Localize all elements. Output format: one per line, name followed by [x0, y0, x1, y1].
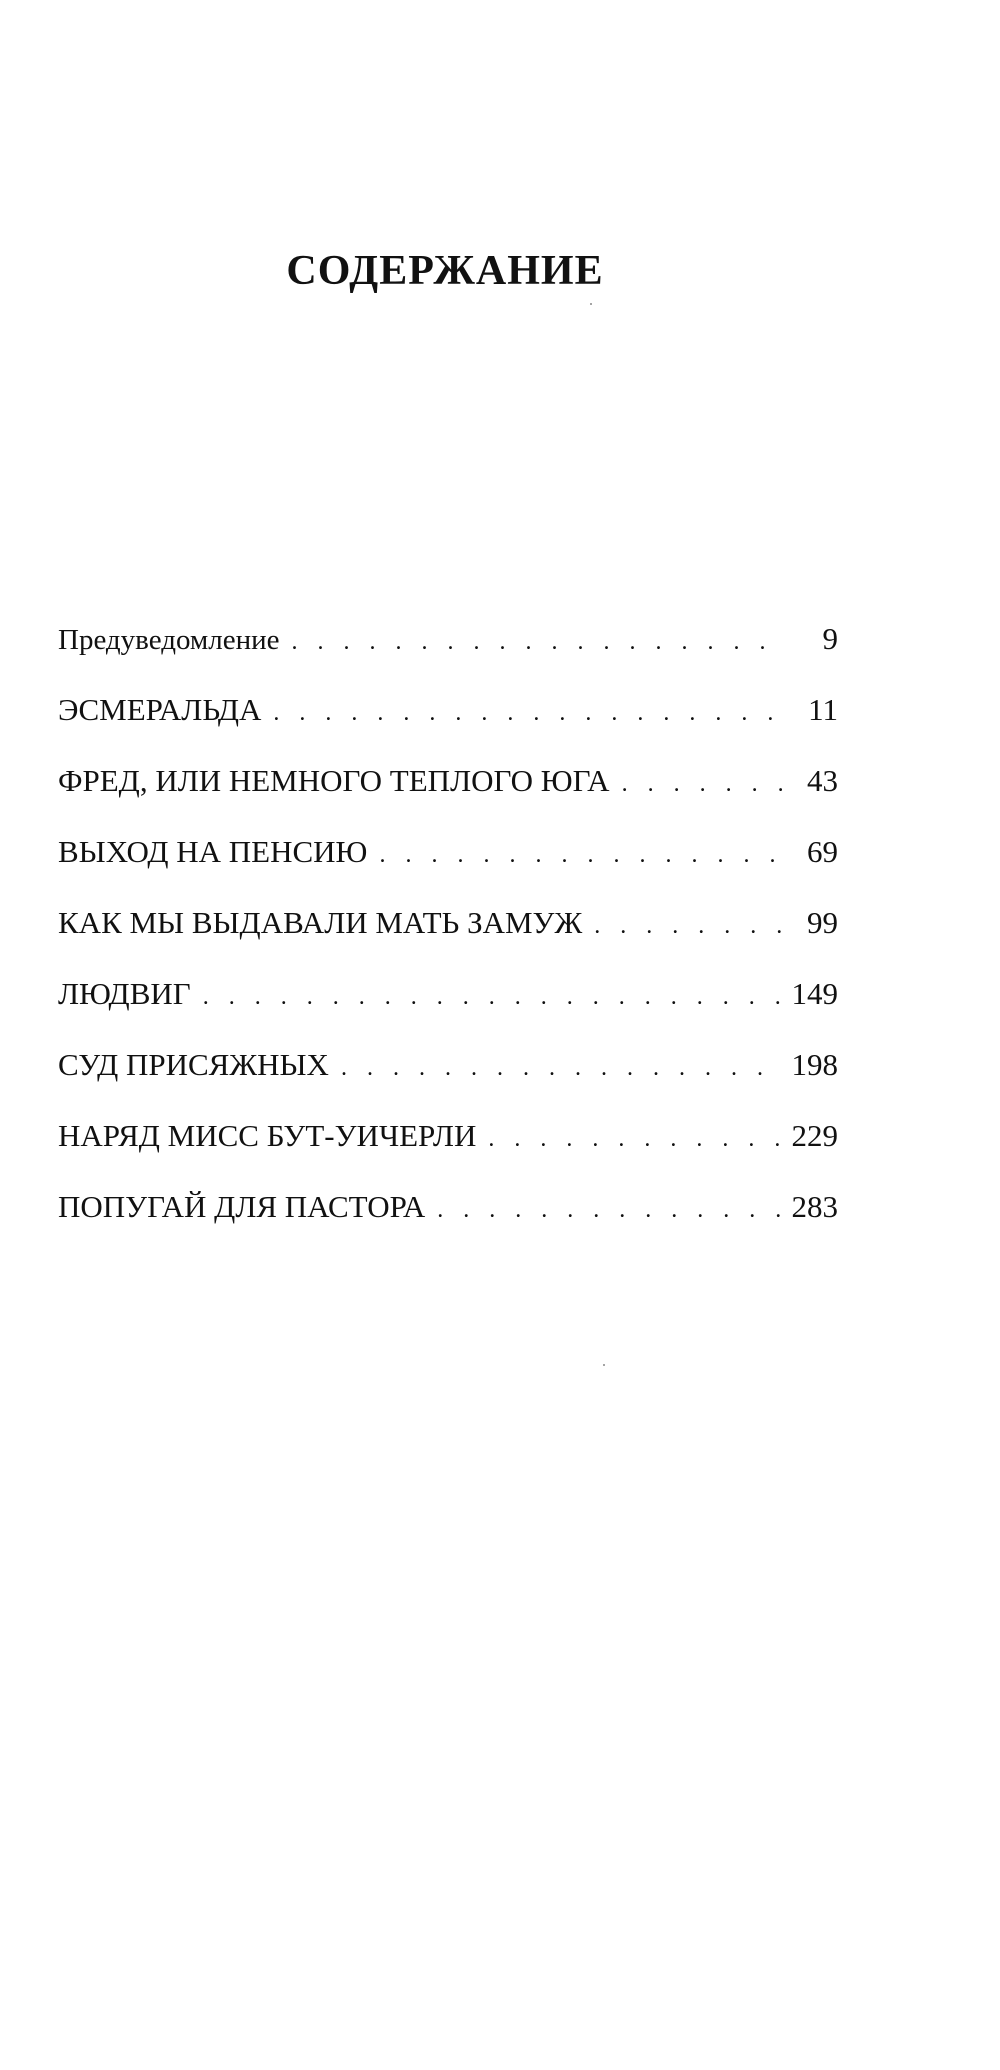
- toc-page-number: 229: [791, 1118, 838, 1153]
- toc-page-number: 9: [822, 621, 838, 656]
- dot-leader: [292, 628, 782, 657]
- toc-entry: [58, 1117, 838, 1188]
- dot-leader: [203, 983, 782, 1012]
- toc-entry-title: ПОПУГАЙ ДЛЯ ПАСТОРА: [58, 1189, 426, 1224]
- table-of-contents: [58, 620, 838, 1259]
- toc-page-number: 198: [791, 1047, 838, 1082]
- dot-leader: [379, 841, 782, 870]
- dot-leader: [622, 770, 782, 799]
- toc-entry: [58, 1188, 838, 1259]
- toc-entry-title: ЭСМЕРАЛЬДА: [58, 692, 262, 727]
- toc-page-number: 99: [807, 905, 838, 940]
- dot-leader: [488, 1125, 781, 1154]
- dot-leader: [341, 1054, 782, 1083]
- toc-entry: [58, 904, 838, 975]
- toc-entry-title: НАРЯД МИСС БУТ-УИЧЕРЛИ: [58, 1118, 477, 1153]
- dot-leader: [273, 699, 782, 728]
- toc-page-number: 283: [791, 1189, 838, 1224]
- page-title: СОДЕРЖАНИЕ: [286, 248, 604, 295]
- paper-speck: [603, 1364, 605, 1366]
- toc-entry: [58, 762, 838, 833]
- toc-page-number: 149: [791, 976, 838, 1011]
- toc-entry: [58, 1046, 838, 1117]
- toc-entry-title: СУД ПРИСЯЖНЫХ: [58, 1047, 329, 1082]
- toc-entry-title: Предуведомление: [58, 624, 280, 656]
- toc-entry: [58, 620, 838, 691]
- toc-page-number: 43: [807, 763, 838, 798]
- toc-entry-title: ФРЕД, ИЛИ НЕМНОГО ТЕПЛОГО ЮГА: [58, 763, 610, 798]
- toc-entry-title: ВЫХОД НА ПЕНСИЮ: [58, 834, 368, 869]
- dot-leader: [594, 912, 782, 941]
- toc-page-number: 69: [807, 834, 838, 869]
- toc-page-number: 11: [808, 692, 838, 727]
- toc-entry-title: КАК МЫ ВЫДАВАЛИ МАТЬ ЗАМУЖ: [58, 905, 583, 940]
- toc-entry: [58, 833, 838, 904]
- dot-leader: [437, 1196, 781, 1225]
- paper-speck: [590, 303, 592, 305]
- toc-entry: [58, 975, 838, 1046]
- toc-entry: [58, 691, 838, 762]
- toc-entry-title: ЛЮДВИГ: [58, 976, 191, 1011]
